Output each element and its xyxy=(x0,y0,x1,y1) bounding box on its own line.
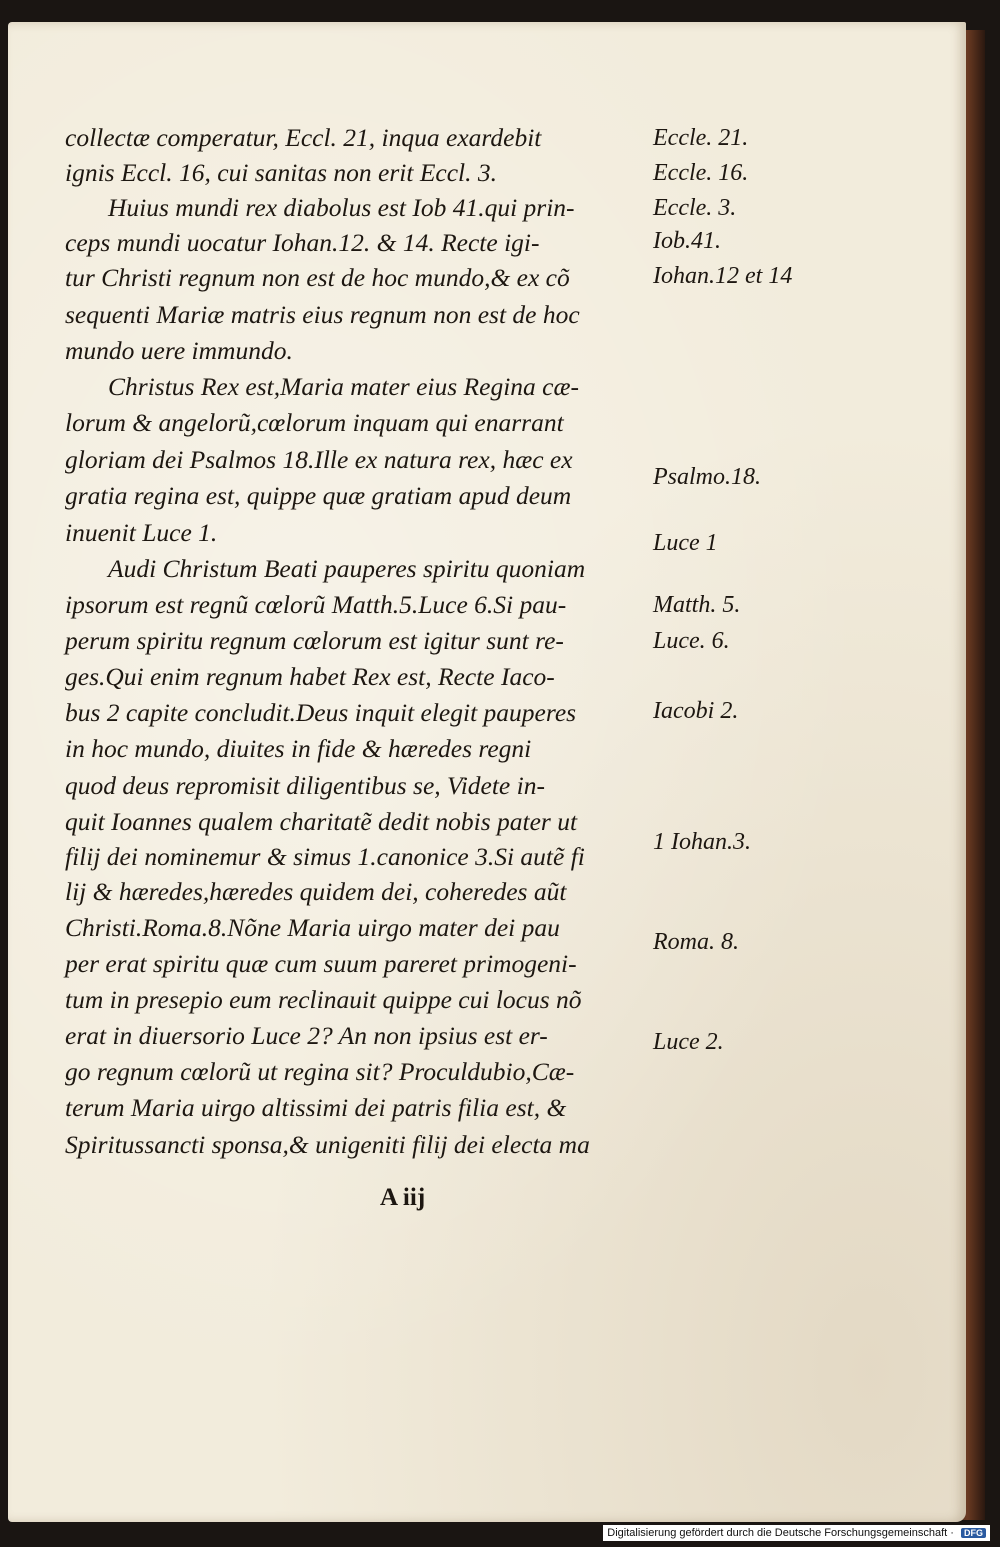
text-line: mundo uere immundo. xyxy=(65,336,293,365)
text-line: per erat spiritu quæ cum suum pareret primogeni- xyxy=(65,949,577,978)
text-line: Christus Rex est,Maria mater eius Regina cæ- xyxy=(108,372,579,401)
text-line: quit Ioannes qualem charitatẽ dedit nobis pater ut xyxy=(65,807,578,836)
text-line: go regnum cœlorũ ut regina sit? Proculdubio,Cæ- xyxy=(65,1057,575,1086)
text-line: quod deus repromisit diligentibus se, Videte in- xyxy=(65,771,545,800)
text-line: Huius mundi rex diabolus est Iob 41.qui prin- xyxy=(108,193,575,222)
text-line: collectæ comperatur, Eccl. 21, inqua exardebit xyxy=(65,123,542,152)
margin-note: Roma. 8. xyxy=(653,929,739,955)
text-line: ges.Qui enim regnum habet Rex est, Recte Iaco- xyxy=(65,662,555,691)
margin-note: 1 Iohan.3. xyxy=(653,829,751,855)
text-line: lorum & angelorũ,cœlorum inquam qui enarrant xyxy=(65,408,564,437)
text-line: erat in diuersorio Luce 2? An non ipsius est er- xyxy=(65,1021,548,1050)
text-line: ipsorum est regnũ cœlorũ Matth.5.Luce 6.Si pau- xyxy=(65,590,567,619)
margin-note: Matth. 5. xyxy=(653,592,741,618)
text-line: ceps mundi uocatur Iohan.12. & 14. Recte igi- xyxy=(65,228,540,257)
text-line: bus 2 capite concludit.Deus inquit elegit pauperes xyxy=(65,698,577,727)
text-line: tum in presepio eum reclinauit quippe cui locus nõ xyxy=(65,985,582,1014)
text-line: in hoc mundo, diuites in fide & hæredes regni xyxy=(65,734,532,763)
text-line: sequenti Mariæ matris eius regnum non est de hoc xyxy=(65,300,580,329)
margin-note: Iacobi 2. xyxy=(653,698,739,724)
book-page xyxy=(8,22,966,1522)
margin-note: Eccle. 3. xyxy=(653,195,737,221)
text-line: lij & hæredes,hæredes quidem dei, coheredes aũt xyxy=(65,877,567,906)
text-line: Christi.Roma.8.Nõne Maria uirgo mater dei pau xyxy=(65,913,560,942)
text-line: gloriam dei Psalmos 18.Ille ex natura rex, hæc ex xyxy=(65,445,573,474)
margin-note: Iob.41. xyxy=(653,228,721,254)
text-line: Spiritussancti sponsa,& unigeniti filij dei electa ma xyxy=(65,1130,590,1159)
text-line: Audi Christum Beati pauperes spiritu quoniam xyxy=(108,554,586,583)
credit-text: Digitalisierung gefördert durch die Deutsche Forschungsgemeinschaft · xyxy=(607,1527,954,1539)
text-line: perum spiritu regnum cœlorum est igitur sunt re- xyxy=(65,626,564,655)
margin-note: Psalmo.18. xyxy=(653,464,761,490)
digitization-credit xyxy=(603,1525,990,1541)
text-line: filij dei nominemur & simus 1.canonice 3.Si autẽ fi xyxy=(65,842,585,871)
margin-note: Luce 1 xyxy=(653,530,718,556)
margin-note: Luce. 6. xyxy=(653,628,730,654)
text-line: inuenit Luce 1. xyxy=(65,518,218,547)
text-line: terum Maria uirgo altissimi dei patris filia est, & xyxy=(65,1093,567,1122)
signature-mark: A iij xyxy=(380,1184,426,1211)
margin-note: Eccle. 21. xyxy=(653,125,749,151)
text-line: gratia regina est, quippe quæ gratiam apud deum xyxy=(65,481,572,510)
text-line: tur Christi regnum non est de hoc mundo,& ex cõ xyxy=(65,263,570,292)
margin-note: Iohan.12 et 14 xyxy=(653,263,793,289)
margin-note: Eccle. 16. xyxy=(653,160,749,186)
margin-note: Luce 2. xyxy=(653,1029,724,1055)
dfg-logo: DFG xyxy=(961,1528,986,1538)
text-line: ignis Eccl. 16, cui sanitas non erit Eccl. 3. xyxy=(65,158,498,187)
